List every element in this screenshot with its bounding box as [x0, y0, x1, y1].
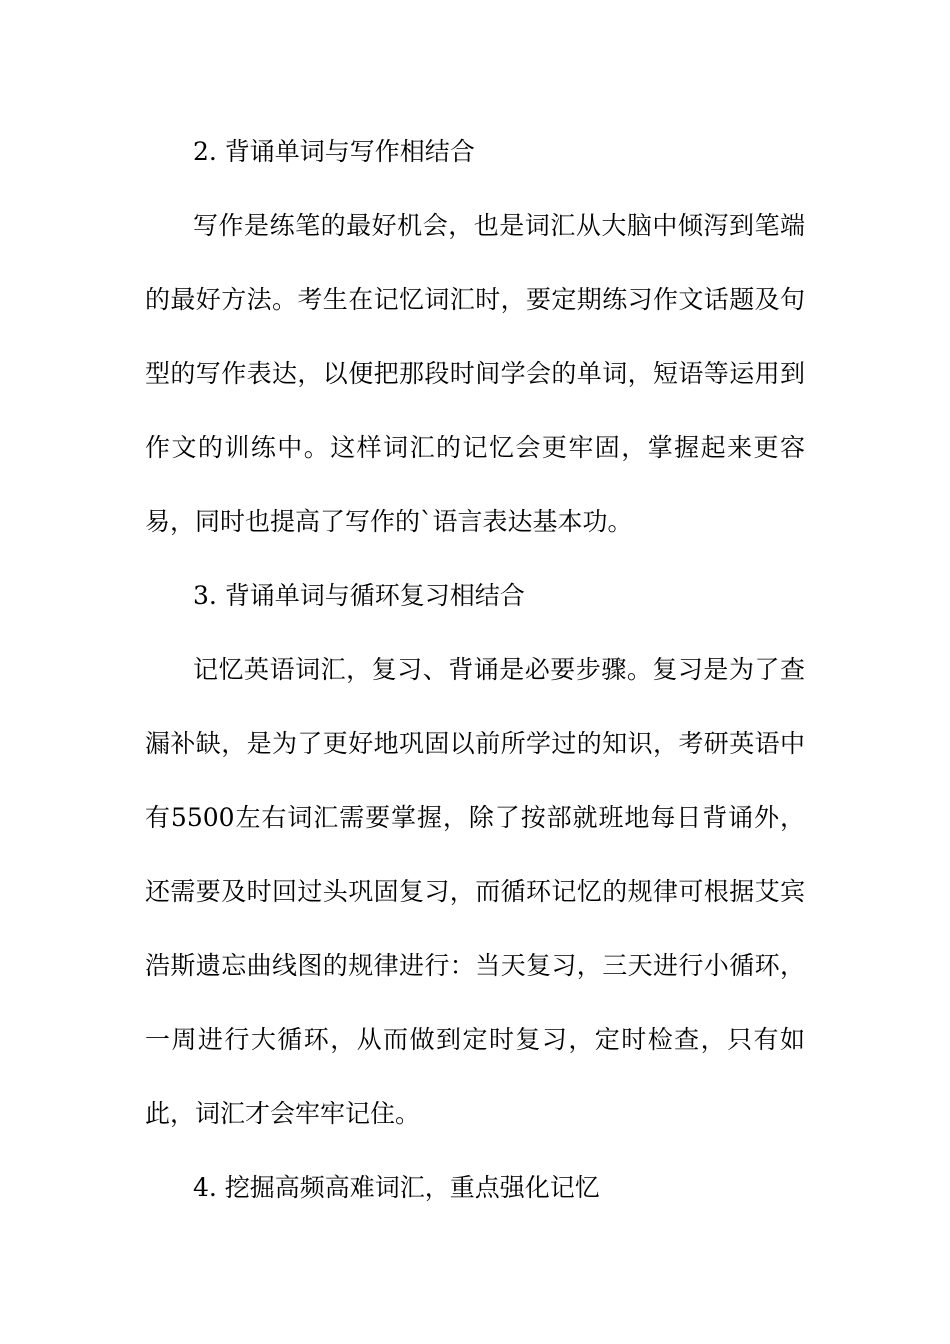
- section-heading-4: 4. 挖掘高频高难词汇，重点强化记忆: [193, 1173, 600, 1202]
- section-paragraph-2: 写作是练笔的最好机会，也是词汇从大脑中倾泻到笔端的最好方法。考生在记忆词汇时，要定期练习作文话题及句型的写作表达，以便把那段时间学会的单词，短语等运用到作文的训练中。这样词汇的记忆会更牢固，掌握起来更容易，同时也提高了写作的`语言表达基本功。: [145, 211, 805, 536]
- section-paragraph-3: 记忆英语词汇，复习、背诵是必要步骤。复习是为了查漏补缺，是为了更好地巩固以前所学过的知识，考研英语中有5500左右词汇需要掌握，除了按部就班地每日背诵外，还需要及时回过头巩固复习，而循环记忆的规律可根据艾宾浩斯遗忘曲线图的规律进行：当天复习，三天进行小循环，一周进行大循环，从而做到定时复习，定时检查，只有如此，词汇才会牢牢记住。: [145, 655, 805, 1128]
- section-heading-2: 2. 背诵单词与写作相结合: [193, 137, 475, 166]
- document-body: [145, 115, 805, 1225]
- section-heading-3: 3. 背诵单词与循环复习相结合: [193, 581, 525, 610]
